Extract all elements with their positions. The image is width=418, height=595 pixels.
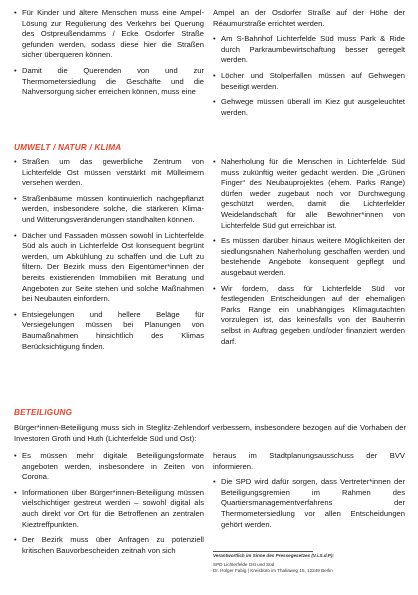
list-item: • Gehwege müssen überall im Kiez gut ausgeleuchtet werden.: [213, 97, 405, 118]
imprint-line-1: SPD Lichterfelde Ost und Süd: [213, 562, 275, 567]
list-item: • Wir fordern, dass für Lichterfelde Süd vor festlegenden Entscheidungen auf der ehemaligen Parks Range ein unabhängiges Klimagutachten vorzulegen ist, das keinesfalls von der Bauherrin selbst in Auftrag gegeben und/oder finanziert werden darf.: [213, 284, 405, 348]
footer-divider: [213, 551, 313, 552]
list-item-continued: Ampel an der Osdorfer Straße auf der Höhe der Réaumurstraße errichtet werden.: [213, 8, 405, 28]
list-item-continued: heraus im Stadtplanungsausschuss der BVV informieren.: [213, 451, 405, 471]
list-item: • Naherholung für die Menschen in Lichterfelde Süd muss zukünftig weiter gedacht werden. Die „Grünen Finger“ des Neubauprojektes (ehem. Parks Range) dürfen weder zugebaut noch vor Durchwegung geschützt werden, damit die Lichterfelder Weidelandschaft für alle Bewohner*innen von Lichterfelde Süd gut erreichbar ist.: [213, 157, 405, 231]
list-item: • Es müssen mehr digitale Beteiligungsformate angeboten werden, insbesondere in Zeiten von Corona.: [14, 451, 204, 483]
section-title-umwelt: UMWELT / NATUR / KLIMA: [14, 143, 122, 152]
list-item: • Informationen über Bürger*innen-Beteiligung müssen vielschichtiger gestreut werden – sowohl digital als auch direkt vor Ort für die Betroffenen an zentralen Kieztreffpunkten.: [14, 488, 204, 530]
top-left-column: [14, 8, 204, 103]
imprint-line-2: Dr. Holger Fabig | Kreisbüro im Thaliaweg 15, 12249 Berlin: [213, 568, 333, 573]
list-item: • Straßen um das gewerbliche Zentrum von Lichterfelde Ost müssen verstärkt mit Mülleimern versehen werden.: [14, 157, 204, 189]
list-item: • Die SPD wird dafür sorgen, dass Vertreter*innen der Beteiligungsgremien im Rahmen des Quartiersmanagementverfahrens der Thermometersiedlung vor allen Entscheidungen gehört werden.: [213, 477, 405, 530]
umwelt-left-column: [14, 157, 204, 357]
list-item: • Entsiegelungen und hellere Beläge für Versiegelungen müssen bei Planungen von Baumaßnahmen hinsichtlich des Klimas Berücksichtigung finden.: [14, 310, 204, 352]
list-item: • Damit die Querenden von und zur Thermometersiedlung die Geschäfte und die Nahversorgung sicher erreichen können, muss eine: [14, 66, 204, 98]
imprint: [213, 553, 405, 574]
section-title-beteiligung: BETEILIGUNG: [14, 408, 73, 417]
umwelt-right-column: [213, 157, 405, 352]
list-item: • Der Bezirk muss über Anfragen zu potenziell kritischen Bauvorbescheiden zeitnah von sich: [14, 535, 204, 556]
beteiligung-left-column: [14, 451, 204, 561]
beteiligung-intro: Bürger*innen-Beteiligung muss sich in Steglitz-Zehlendorf verbessern, insbesondere bezogen auf die Vorhaben der Investoren Groth und Huth (Lichterfelde Süd und Ost):: [14, 423, 406, 443]
list-item: • Es müssen darüber hinaus weitere Möglichkeiten der siedlungsnahen Naherholung geschaffen werden und bestehende Angebote konsequent gepflegt und ausgebaut werden.: [213, 236, 405, 278]
list-item: • Straßenbäume müssen kontinuierlich nachgepflanzt werden, insbesondere solche, die stärkeren Klima- und Witterungsveränderungen standhalten können.: [14, 194, 204, 226]
list-item: • Für Kinder und ältere Menschen muss eine Ampel-Lösung zur Regulierung des Verkehrs bei Querung des Ostpreußendamms / Ecke Osdorfer Straße gefunden werden, sodass diese hier die Straßen sicher überqueren können.: [14, 8, 204, 61]
list-item: • Am S-Bahnhof Lichterfelde Süd muss Park & Ride durch Parkraumbewirtschaftung besser geregelt werden.: [213, 34, 405, 66]
imprint-responsible: Verantwortlich im Sinne des Pressegesetzes (V.i.S.d.P):: [213, 553, 334, 558]
top-right-column: [213, 8, 405, 123]
list-item: • Löcher und Stolperfallen müssen auf Gehwegen beseitigt werden.: [213, 71, 405, 92]
list-item: • Dächer und Fassaden müssen sowohl in Lichterfelde Süd als auch in Lichterfelde Ost konsequent begrünt werden, um Abkühlung zu schaffen und die Luft zu filtern. Der Bezirk muss den Eigentümer*innen der bereits existierenden Immobilien mit Beratung und Angeboten zur Seite stehen und solche Maßnahmen bei Neubauten einfordern.: [14, 231, 204, 305]
beteiligung-right-column: [213, 451, 405, 535]
